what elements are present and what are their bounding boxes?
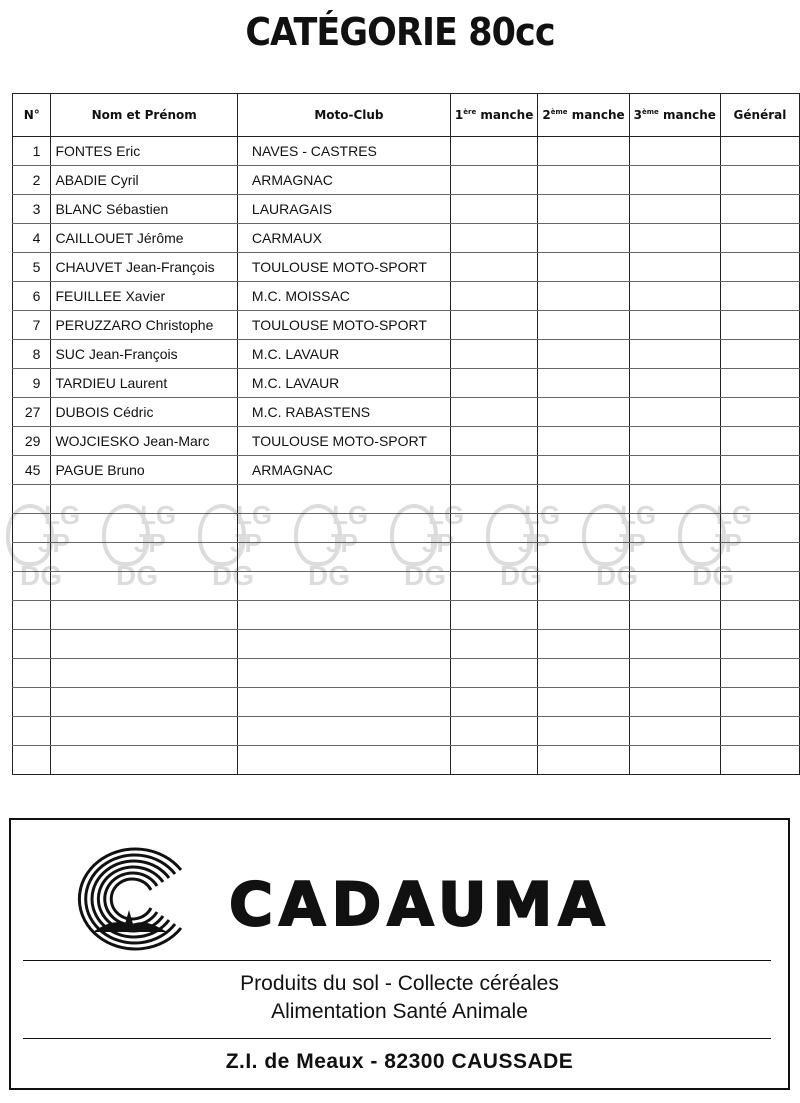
empty-cell — [237, 543, 450, 572]
rider-name: ABADIE Cyril — [51, 166, 237, 195]
watermark-jp: JP — [230, 528, 262, 558]
rider-number: 5 — [13, 253, 51, 282]
race-2-result — [538, 398, 629, 427]
empty-cell — [237, 630, 450, 659]
empty-row — [13, 659, 800, 688]
empty-cell — [51, 514, 237, 543]
rider-name: PERUZZARO Christophe — [51, 311, 237, 340]
empty-cell — [450, 514, 537, 543]
empty-cell — [629, 572, 720, 601]
race-1-result — [450, 224, 537, 253]
table-row — [13, 224, 800, 253]
empty-row — [13, 514, 800, 543]
empty-cell — [51, 543, 237, 572]
rider-number: 1 — [13, 137, 51, 166]
empty-cell — [629, 659, 720, 688]
page-title: CATÉGORIE 80cc — [245, 10, 555, 54]
empty-cell — [51, 746, 237, 775]
empty-cell — [450, 543, 537, 572]
race-3-result — [629, 224, 720, 253]
advertisement-box — [9, 818, 790, 1090]
rider-club: TOULOUSE MOTO-SPORT — [237, 427, 450, 456]
rider-number: 27 — [13, 398, 51, 427]
company-address: Z.I. de Meaux - 82300 CAUSSADE — [225, 1050, 574, 1073]
rider-name: FEUILLEE Xavier — [51, 282, 237, 311]
watermark-dg: DG — [596, 560, 638, 591]
table-row — [13, 456, 800, 485]
rider-name: DUBOIS Cédric — [51, 398, 237, 427]
table-row — [13, 195, 800, 224]
empty-cell — [450, 630, 537, 659]
divider — [23, 960, 771, 961]
general-result — [720, 427, 799, 456]
race-1-result — [450, 369, 537, 398]
race-1-result — [450, 427, 537, 456]
rider-club: M.C. MOISSAC — [237, 282, 450, 311]
race-2-result — [538, 224, 629, 253]
empty-cell — [51, 659, 237, 688]
rider-number: 29 — [13, 427, 51, 456]
empty-cell — [538, 746, 629, 775]
empty-cell — [13, 514, 51, 543]
results-body — [13, 137, 800, 775]
empty-cell — [538, 514, 629, 543]
header-club: Moto-Club — [237, 94, 450, 137]
race-3-result — [629, 398, 720, 427]
rider-club: TOULOUSE MOTO-SPORT — [237, 253, 450, 282]
table-row — [13, 253, 800, 282]
rider-name: FONTES Eric — [51, 137, 237, 166]
rider-number: 8 — [13, 340, 51, 369]
rider-name: SUC Jean-François — [51, 340, 237, 369]
race-2-result — [538, 456, 629, 485]
empty-cell — [720, 688, 799, 717]
empty-cell — [538, 485, 629, 514]
rider-name: CAILLOUET Jérôme — [51, 224, 237, 253]
rider-club: M.C. RABASTENS — [237, 398, 450, 427]
empty-cell — [13, 688, 51, 717]
race-2-result — [538, 166, 629, 195]
empty-cell — [538, 688, 629, 717]
empty-row — [13, 717, 800, 746]
empty-cell — [720, 485, 799, 514]
divider — [23, 1038, 771, 1039]
header-race-2: 2ème manche — [538, 94, 629, 137]
empty-cell — [237, 717, 450, 746]
rider-number: 3 — [13, 195, 51, 224]
general-result — [720, 253, 799, 282]
general-result — [720, 398, 799, 427]
rider-club: ARMAGNAC — [237, 166, 450, 195]
watermark-lg: LG — [332, 500, 369, 530]
empty-cell — [51, 601, 237, 630]
rider-number: 45 — [13, 456, 51, 485]
rider-name: TARDIEU Laurent — [51, 369, 237, 398]
cadauma-logo-icon — [63, 840, 193, 955]
watermark-dg: DG — [404, 560, 446, 591]
empty-cell — [538, 659, 629, 688]
general-result — [720, 456, 799, 485]
empty-cell — [450, 688, 537, 717]
empty-cell — [51, 688, 237, 717]
race-1-result — [450, 340, 537, 369]
empty-cell — [13, 572, 51, 601]
race-3-result — [629, 166, 720, 195]
table-header-row — [13, 94, 800, 137]
empty-cell — [629, 630, 720, 659]
race-1-result — [450, 137, 537, 166]
general-result — [720, 224, 799, 253]
empty-cell — [720, 717, 799, 746]
empty-row — [13, 543, 800, 572]
general-result — [720, 311, 799, 340]
rider-number: 6 — [13, 282, 51, 311]
results-table — [12, 93, 800, 775]
general-result — [720, 195, 799, 224]
rider-number: 7 — [13, 311, 51, 340]
empty-cell — [720, 746, 799, 775]
rider-name: CHAUVET Jean-François — [51, 253, 237, 282]
watermark-lg: LG — [428, 500, 465, 530]
watermark-jp: JP — [326, 528, 358, 558]
tagline-products: Produits du sol - Collecte céréales — [240, 972, 559, 995]
race-2-result — [538, 369, 629, 398]
watermark-dg: DG — [308, 560, 350, 591]
race-2-result — [538, 253, 629, 282]
empty-cell — [629, 485, 720, 514]
race-1-result — [450, 456, 537, 485]
header-name: Nom et Prénom — [51, 94, 237, 137]
watermark-jp: JP — [614, 528, 646, 558]
general-result — [720, 166, 799, 195]
empty-cell — [237, 688, 450, 717]
empty-cell — [450, 485, 537, 514]
watermark-jp: JP — [38, 528, 70, 558]
watermark-lg: LG — [44, 500, 81, 530]
empty-cell — [13, 630, 51, 659]
empty-cell — [720, 630, 799, 659]
empty-cell — [237, 659, 450, 688]
watermark-lg: LG — [236, 500, 273, 530]
table-row — [13, 340, 800, 369]
watermark-dg: DG — [212, 560, 254, 591]
header-general: Général — [720, 94, 799, 137]
rider-number: 2 — [13, 166, 51, 195]
rider-club: ARMAGNAC — [237, 456, 450, 485]
empty-cell — [450, 601, 537, 630]
rider-club: CARMAUX — [237, 224, 450, 253]
empty-cell — [13, 717, 51, 746]
rider-club: TOULOUSE MOTO-SPORT — [237, 311, 450, 340]
rider-club: NAVES - CASTRES — [237, 137, 450, 166]
rider-number: 4 — [13, 224, 51, 253]
empty-row — [13, 746, 800, 775]
empty-cell — [237, 514, 450, 543]
table-row — [13, 282, 800, 311]
empty-cell — [450, 746, 537, 775]
rider-name: PAGUE Bruno — [51, 456, 237, 485]
table-row — [13, 137, 800, 166]
empty-cell — [13, 746, 51, 775]
empty-cell — [720, 659, 799, 688]
race-2-result — [538, 137, 629, 166]
rider-club: M.C. LAVAUR — [237, 340, 450, 369]
empty-cell — [538, 543, 629, 572]
general-result — [720, 340, 799, 369]
watermark-lg: LG — [524, 500, 561, 530]
empty-cell — [538, 601, 629, 630]
empty-cell — [629, 543, 720, 572]
brand-name: CADAUMA — [229, 870, 611, 940]
empty-cell — [538, 630, 629, 659]
empty-row — [13, 601, 800, 630]
race-3-result — [629, 456, 720, 485]
empty-row — [13, 485, 800, 514]
empty-cell — [13, 485, 51, 514]
race-3-result — [629, 311, 720, 340]
race-2-result — [538, 311, 629, 340]
header-race-3: 3ème manche — [629, 94, 720, 137]
rider-number: 9 — [13, 369, 51, 398]
watermark-lg: LG — [140, 500, 177, 530]
watermark-jp: JP — [710, 528, 742, 558]
empty-cell — [51, 485, 237, 514]
watermark-jp: JP — [422, 528, 454, 558]
table-row — [13, 166, 800, 195]
race-1-result — [450, 311, 537, 340]
general-result — [720, 137, 799, 166]
empty-cell — [51, 717, 237, 746]
empty-cell — [720, 543, 799, 572]
empty-cell — [237, 746, 450, 775]
empty-cell — [13, 659, 51, 688]
rider-club: LAURAGAIS — [237, 195, 450, 224]
race-3-result — [629, 137, 720, 166]
empty-cell — [237, 601, 450, 630]
table-row — [13, 398, 800, 427]
watermark-jp: JP — [518, 528, 550, 558]
watermark-dg: DG — [500, 560, 542, 591]
race-1-result — [450, 195, 537, 224]
empty-cell — [13, 601, 51, 630]
empty-cell — [720, 572, 799, 601]
empty-cell — [237, 485, 450, 514]
table-row — [13, 427, 800, 456]
race-2-result — [538, 282, 629, 311]
empty-cell — [538, 717, 629, 746]
race-3-result — [629, 340, 720, 369]
rider-club: M.C. LAVAUR — [237, 369, 450, 398]
header-race-1: 1ère manche — [450, 94, 537, 137]
general-result — [720, 282, 799, 311]
watermark-lg: LG — [716, 500, 753, 530]
watermark-dg: DG — [20, 560, 62, 591]
header-number: N° — [13, 94, 51, 137]
race-1-result — [450, 282, 537, 311]
empty-cell — [450, 572, 537, 601]
rider-name: WOJCIESKO Jean-Marc — [51, 427, 237, 456]
rider-name: BLANC Sébastien — [51, 195, 237, 224]
empty-cell — [629, 688, 720, 717]
race-3-result — [629, 427, 720, 456]
empty-cell — [13, 543, 51, 572]
empty-cell — [51, 572, 237, 601]
table-row — [13, 369, 800, 398]
empty-cell — [237, 572, 450, 601]
table-row — [13, 311, 800, 340]
empty-cell — [720, 514, 799, 543]
watermark-dg: DG — [116, 560, 158, 591]
race-2-result — [538, 195, 629, 224]
empty-row — [13, 630, 800, 659]
general-result — [720, 369, 799, 398]
empty-cell — [450, 659, 537, 688]
race-1-result — [450, 253, 537, 282]
watermark-lg: LG — [620, 500, 657, 530]
race-3-result — [629, 195, 720, 224]
empty-row — [13, 572, 800, 601]
empty-cell — [629, 746, 720, 775]
empty-cell — [450, 717, 537, 746]
empty-cell — [629, 601, 720, 630]
race-2-result — [538, 427, 629, 456]
watermark-jp: JP — [134, 528, 166, 558]
watermark-dg: DG — [692, 560, 734, 591]
race-1-result — [450, 398, 537, 427]
race-3-result — [629, 253, 720, 282]
race-3-result — [629, 369, 720, 398]
empty-cell — [720, 601, 799, 630]
tagline-animal-feed: Alimentation Santé Animale — [271, 1000, 528, 1023]
race-3-result — [629, 282, 720, 311]
empty-row — [13, 688, 800, 717]
race-1-result — [450, 166, 537, 195]
race-2-result — [538, 340, 629, 369]
empty-cell — [538, 572, 629, 601]
empty-cell — [51, 630, 237, 659]
empty-cell — [629, 717, 720, 746]
empty-cell — [629, 514, 720, 543]
